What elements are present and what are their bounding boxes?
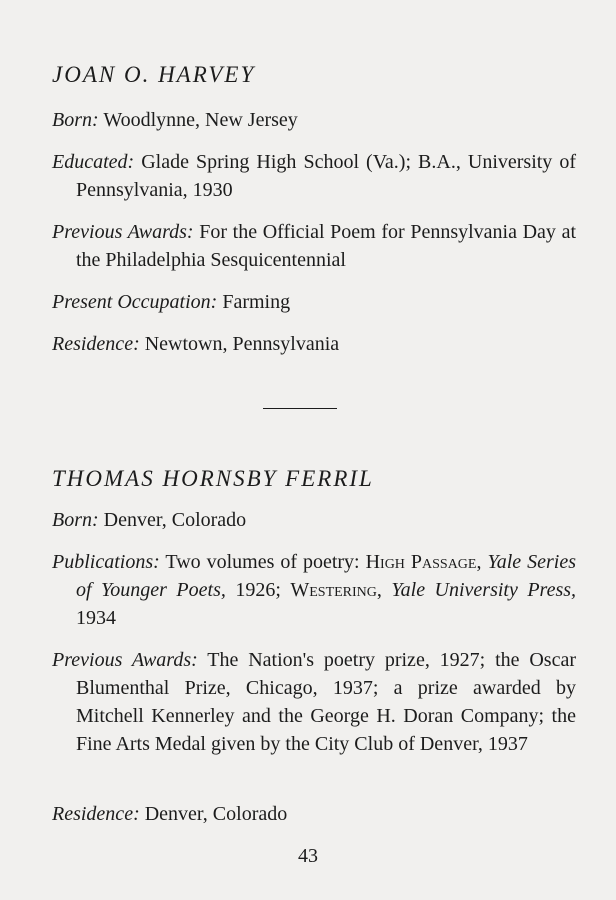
page-number: 43 — [298, 845, 318, 867]
publication-title: Westering, — [290, 579, 382, 601]
publication-year: 1934 — [76, 607, 116, 629]
born-value: Denver, Colorado — [103, 509, 247, 531]
educated-field — [52, 148, 576, 204]
previous-awards-field — [52, 646, 576, 758]
awards-value: For the Official Poem for Pennsylvania Day at the Philadelphia Sesquicentennial — [76, 221, 577, 271]
entry-name: THOMAS HORNSBY FERRIL — [52, 466, 374, 491]
educated-value: Glade Spring High School (Va.); B.A., University of Pennsylvania, 1930 — [76, 151, 577, 201]
section-divider — [263, 408, 337, 409]
born-field — [52, 506, 576, 534]
occupation-label: Present Occupation: — [52, 291, 218, 313]
residence-label: Residence: — [52, 333, 140, 355]
occupation-field — [52, 288, 576, 316]
publications-label: Publications: — [52, 551, 160, 573]
born-label: Born: — [52, 109, 99, 131]
residence-field — [52, 330, 576, 358]
previous-awards-field — [52, 218, 576, 274]
awards-label: Previous Awards: — [52, 221, 194, 243]
residence-value: Newtown, Pennsylvania — [144, 333, 340, 355]
born-value: Woodlynne, New Jersey — [103, 109, 298, 131]
residence-label: Residence: — [52, 803, 140, 825]
residence-value: Denver, Colorado — [144, 803, 288, 825]
publication-series: Yale Series of Younger Poets, — [76, 551, 576, 601]
residence-field — [52, 800, 576, 828]
entry-name: JOAN O. HARVEY — [52, 62, 256, 87]
publication-title: High Passage, — [365, 551, 482, 573]
educated-label: Educated: — [52, 151, 135, 173]
publication-press: Yale University Press, — [391, 579, 577, 601]
occupation-value: Farming — [222, 291, 291, 313]
publication-year: 1926; — [235, 579, 281, 601]
born-field — [52, 106, 576, 134]
publications-field — [52, 548, 576, 632]
awards-label: Previous Awards: — [52, 649, 198, 671]
born-label: Born: — [52, 509, 99, 531]
awards-value: The Nation's poetry prize, 1927; the Oscar Blumenthal Prize, Chicago, 1937; a prize awarded by Mitchell Kennerley and the George H. Doran Company; the Fine Arts Medal given by the City Club of Denver, 1937 — [76, 649, 576, 755]
publications-intro: Two volumes of poetry: — [165, 551, 360, 573]
